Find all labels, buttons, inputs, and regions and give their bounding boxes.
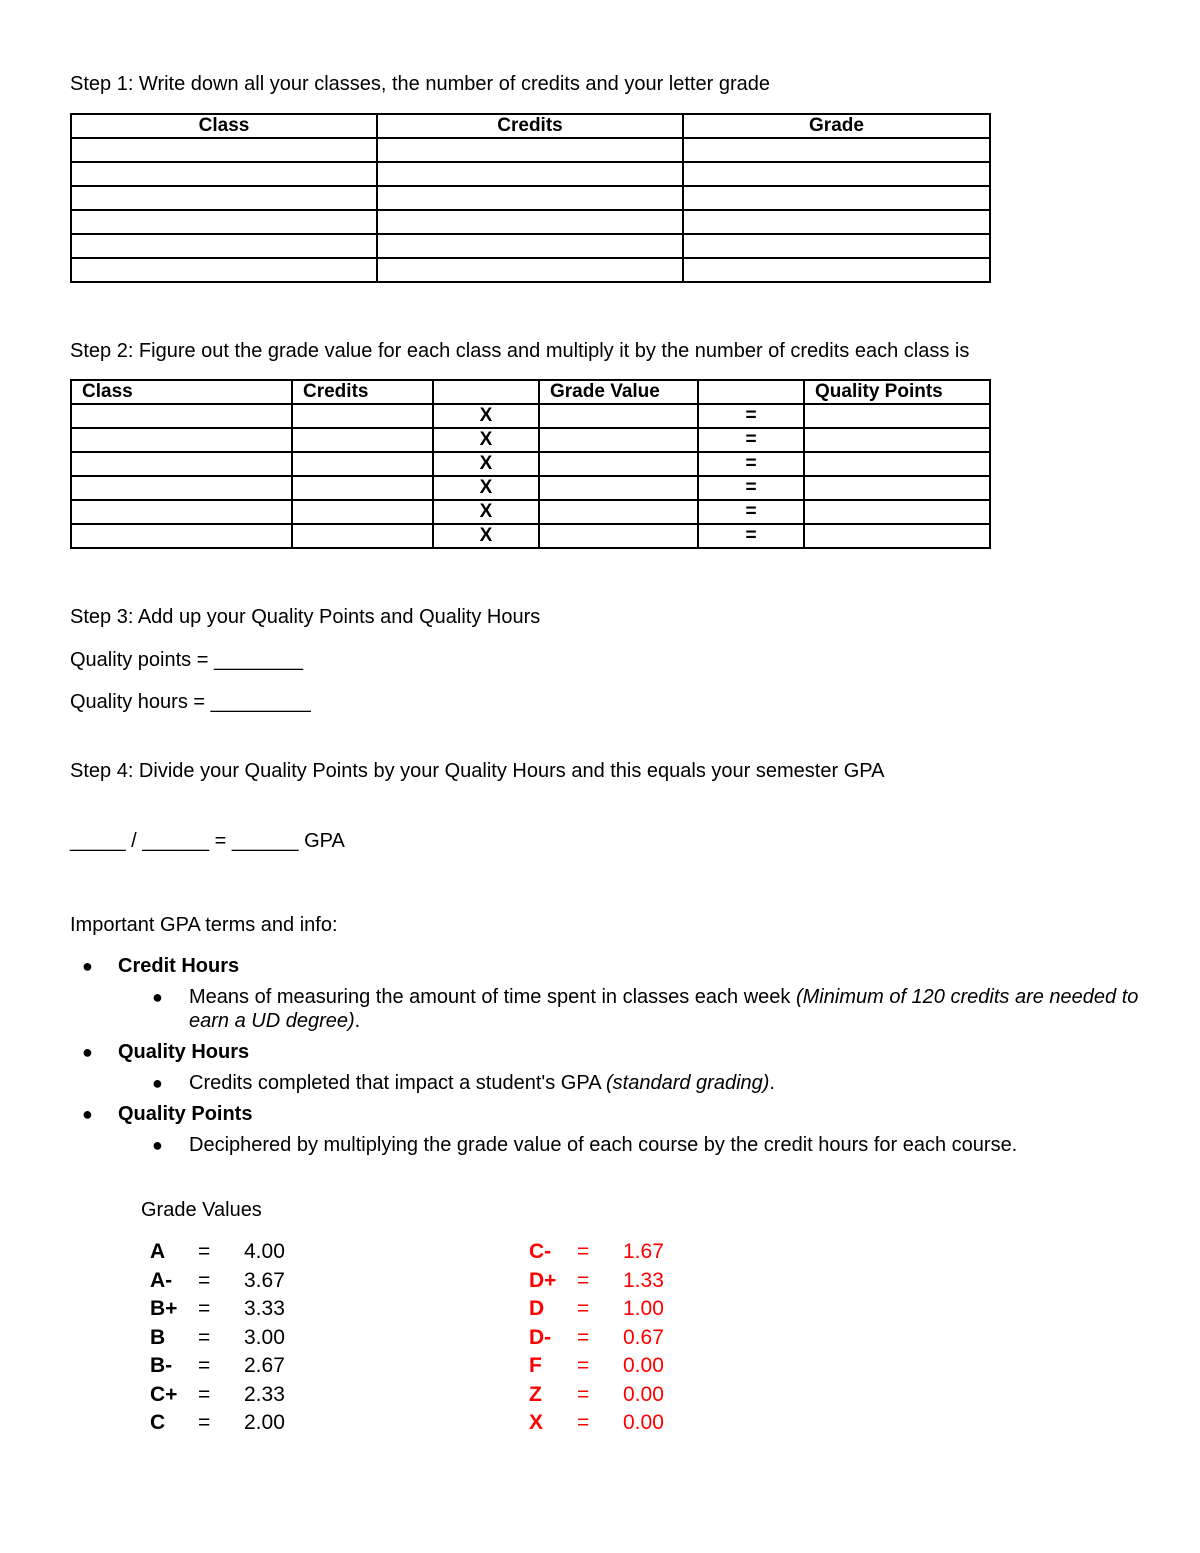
table-row xyxy=(71,476,990,500)
quality-hours-blank: Quality hours = _________ xyxy=(70,691,311,713)
class-cell[interactable] xyxy=(71,500,292,524)
table-row xyxy=(71,138,990,162)
column-header-credits: Credits xyxy=(377,114,683,138)
credits-cell[interactable] xyxy=(377,210,683,234)
term-description: ● Means of measuring the amount of time spent in classes each week (Minimum of 120 credits are needed to earn a UD degree). xyxy=(152,986,1139,1032)
grade-value-cell[interactable] xyxy=(539,524,698,548)
term-name: Credit Hours xyxy=(118,955,240,977)
quality-points-cell[interactable] xyxy=(804,500,990,524)
table-row xyxy=(71,428,990,452)
credits-cell[interactable] xyxy=(377,186,683,210)
column-header-credits: Credits xyxy=(292,380,433,404)
grade-letter: A- xyxy=(150,1268,173,1292)
credits-cell[interactable] xyxy=(292,428,433,452)
terms-heading: Important GPA terms and info: xyxy=(70,914,338,936)
equals-symbol: = xyxy=(698,428,804,452)
grade-value-cell[interactable] xyxy=(539,452,698,476)
equals-sign: = xyxy=(577,1240,590,1263)
table-row xyxy=(71,524,990,548)
table-row xyxy=(71,186,990,210)
class-cell[interactable] xyxy=(71,234,377,258)
grade-letter: Z xyxy=(529,1382,542,1406)
equals-sign: = xyxy=(198,1297,211,1320)
term-name: Quality Points xyxy=(118,1103,253,1125)
class-cell[interactable] xyxy=(71,162,377,186)
credits-cell[interactable] xyxy=(292,404,433,428)
class-cell[interactable] xyxy=(71,452,292,476)
credits-cell[interactable] xyxy=(377,234,683,258)
step4-instruction: Step 4: Divide your Quality Points by your Quality Hours and this equals your semester GPA xyxy=(70,760,885,782)
times-symbol: X xyxy=(433,500,539,524)
term-item xyxy=(70,1102,1140,1164)
bullet-icon: ● xyxy=(82,1104,93,1124)
grade-point-value: 3.33 xyxy=(244,1297,285,1320)
bullet-icon: ● xyxy=(152,1073,163,1093)
bullet-icon: ● xyxy=(152,987,163,1007)
column-header-class: Class xyxy=(71,380,292,404)
class-cell[interactable] xyxy=(71,258,377,282)
quality-points-cell[interactable] xyxy=(804,428,990,452)
grade-value-cell[interactable] xyxy=(539,476,698,500)
equals-sign: = xyxy=(198,1268,211,1292)
quality-points-cell[interactable] xyxy=(804,524,990,548)
grade-point-value: 3.67 xyxy=(244,1268,285,1292)
column-header-times xyxy=(433,380,539,404)
grade-letter: X xyxy=(529,1411,544,1434)
quality-points-cell[interactable] xyxy=(804,404,990,428)
grade-letter: B xyxy=(150,1325,166,1349)
grade-point-value: 0.00 xyxy=(623,1411,664,1434)
times-symbol: X xyxy=(433,524,539,548)
term-description: ● Credits completed that impact a student's GPA (standard grading). xyxy=(152,1072,775,1094)
grade-value-cell[interactable] xyxy=(539,404,698,428)
grade-letter: C- xyxy=(529,1240,552,1263)
table-row xyxy=(71,210,990,234)
grade-point-value: 2.67 xyxy=(244,1354,285,1377)
grade-values-title: Grade Values xyxy=(141,1199,262,1221)
term-item xyxy=(70,954,1140,1040)
equals-symbol: = xyxy=(698,524,804,548)
class-cell[interactable] xyxy=(71,428,292,452)
class-cell[interactable] xyxy=(71,138,377,162)
equals-symbol: = xyxy=(698,404,804,428)
equals-symbol: = xyxy=(698,476,804,500)
grade-point-value: 0.00 xyxy=(623,1354,664,1377)
credits-cell[interactable] xyxy=(292,476,433,500)
table-row xyxy=(71,258,990,282)
bullet-icon: ● xyxy=(152,1135,163,1155)
term-name: Quality Hours xyxy=(118,1041,250,1063)
grade-value-cell[interactable] xyxy=(539,428,698,452)
column-header-equals xyxy=(698,380,804,404)
term-note: (Minimum of 120 credits are needed to earn a UD degree) xyxy=(189,986,1139,1032)
quality-points-cell[interactable] xyxy=(804,452,990,476)
grade-cell[interactable] xyxy=(683,210,990,234)
column-header-grade: Grade xyxy=(683,114,990,138)
grade-letter: D- xyxy=(529,1325,552,1349)
column-header-class: Class xyxy=(71,114,377,138)
bullet-icon: ● xyxy=(82,1042,93,1062)
term-description: ● Deciphered by multiplying the grade value of each course by the credit hours for each course. xyxy=(152,1134,1018,1156)
grade-letter: B+ xyxy=(150,1297,178,1320)
table-row xyxy=(71,404,990,428)
grade-point-value: 2.33 xyxy=(244,1382,285,1406)
equals-sign: = xyxy=(198,1411,211,1434)
grade-point-value: 1.67 xyxy=(623,1240,664,1263)
equals-symbol: = xyxy=(698,500,804,524)
table-row xyxy=(71,452,990,476)
credits-cell[interactable] xyxy=(292,524,433,548)
grade-point-value: 3.00 xyxy=(244,1325,285,1349)
table-row xyxy=(71,234,990,258)
grade-point-value: 0.00 xyxy=(623,1382,664,1406)
table-row xyxy=(71,500,990,524)
equals-sign: = xyxy=(577,1411,590,1434)
equals-sign: = xyxy=(577,1297,590,1320)
bullet-icon: ● xyxy=(82,956,93,976)
class-cell[interactable] xyxy=(71,210,377,234)
equals-sign: = xyxy=(198,1382,211,1406)
step3-instruction: Step 3: Add up your Quality Points and Quality Hours xyxy=(70,606,541,628)
class-cell[interactable] xyxy=(71,186,377,210)
terms-list xyxy=(70,954,1140,1164)
times-symbol: X xyxy=(433,428,539,452)
times-symbol: X xyxy=(433,452,539,476)
grade-cell[interactable] xyxy=(683,162,990,186)
grade-point-value: 4.00 xyxy=(244,1240,285,1263)
grade-letter: C+ xyxy=(150,1382,178,1406)
credits-cell[interactable] xyxy=(377,162,683,186)
times-symbol: X xyxy=(433,404,539,428)
quality-points-table xyxy=(70,379,991,549)
credits-cell[interactable] xyxy=(292,452,433,476)
class-cell[interactable] xyxy=(71,476,292,500)
grade-letter: D+ xyxy=(529,1268,557,1292)
term-item xyxy=(70,1040,1140,1102)
grade-point-value: 2.00 xyxy=(244,1411,285,1434)
grade-cell[interactable] xyxy=(683,234,990,258)
classes-table xyxy=(70,113,991,283)
grade-cell[interactable] xyxy=(683,258,990,282)
step1-instruction: Step 1: Write down all your classes, the number of credits and your letter grade xyxy=(70,73,770,95)
credits-cell[interactable] xyxy=(377,138,683,162)
equals-sign: = xyxy=(198,1240,211,1263)
quality-points-cell[interactable] xyxy=(804,476,990,500)
equals-sign: = xyxy=(198,1325,211,1349)
quality-points-blank: Quality points = ________ xyxy=(70,649,303,671)
term-note: (standard grading) xyxy=(605,1072,770,1094)
grade-letter: A xyxy=(150,1240,166,1263)
grade-point-value: 1.00 xyxy=(623,1297,664,1320)
step2-instruction: Step 2: Figure out the grade value for each class and multiply it by the number of credits each class is xyxy=(70,340,970,362)
grade-letter: B- xyxy=(150,1354,173,1377)
equals-sign: = xyxy=(577,1268,590,1292)
grade-cell[interactable] xyxy=(683,138,990,162)
class-cell[interactable] xyxy=(71,524,292,548)
equals-sign: = xyxy=(577,1354,590,1377)
column-header-grade-value: Grade Value xyxy=(539,380,698,404)
gpa-formula: _____ / ______ = ______ GPA xyxy=(70,830,345,852)
grade-point-value: 1.33 xyxy=(623,1268,664,1292)
grade-value-cell[interactable] xyxy=(539,500,698,524)
equals-sign: = xyxy=(577,1382,590,1406)
credits-cell[interactable] xyxy=(292,500,433,524)
equals-sign: = xyxy=(577,1325,590,1349)
equals-sign: = xyxy=(198,1354,211,1377)
grade-cell[interactable] xyxy=(683,186,990,210)
table-row xyxy=(71,162,990,186)
column-header-quality-points: Quality Points xyxy=(804,380,990,404)
grade-letter: D xyxy=(529,1297,545,1320)
grade-point-value: 0.67 xyxy=(623,1325,664,1349)
class-cell[interactable] xyxy=(71,404,292,428)
grade-letter: F xyxy=(529,1354,542,1377)
credits-cell[interactable] xyxy=(377,258,683,282)
equals-symbol: = xyxy=(698,452,804,476)
times-symbol: X xyxy=(433,476,539,500)
grade-letter: C xyxy=(150,1411,166,1434)
